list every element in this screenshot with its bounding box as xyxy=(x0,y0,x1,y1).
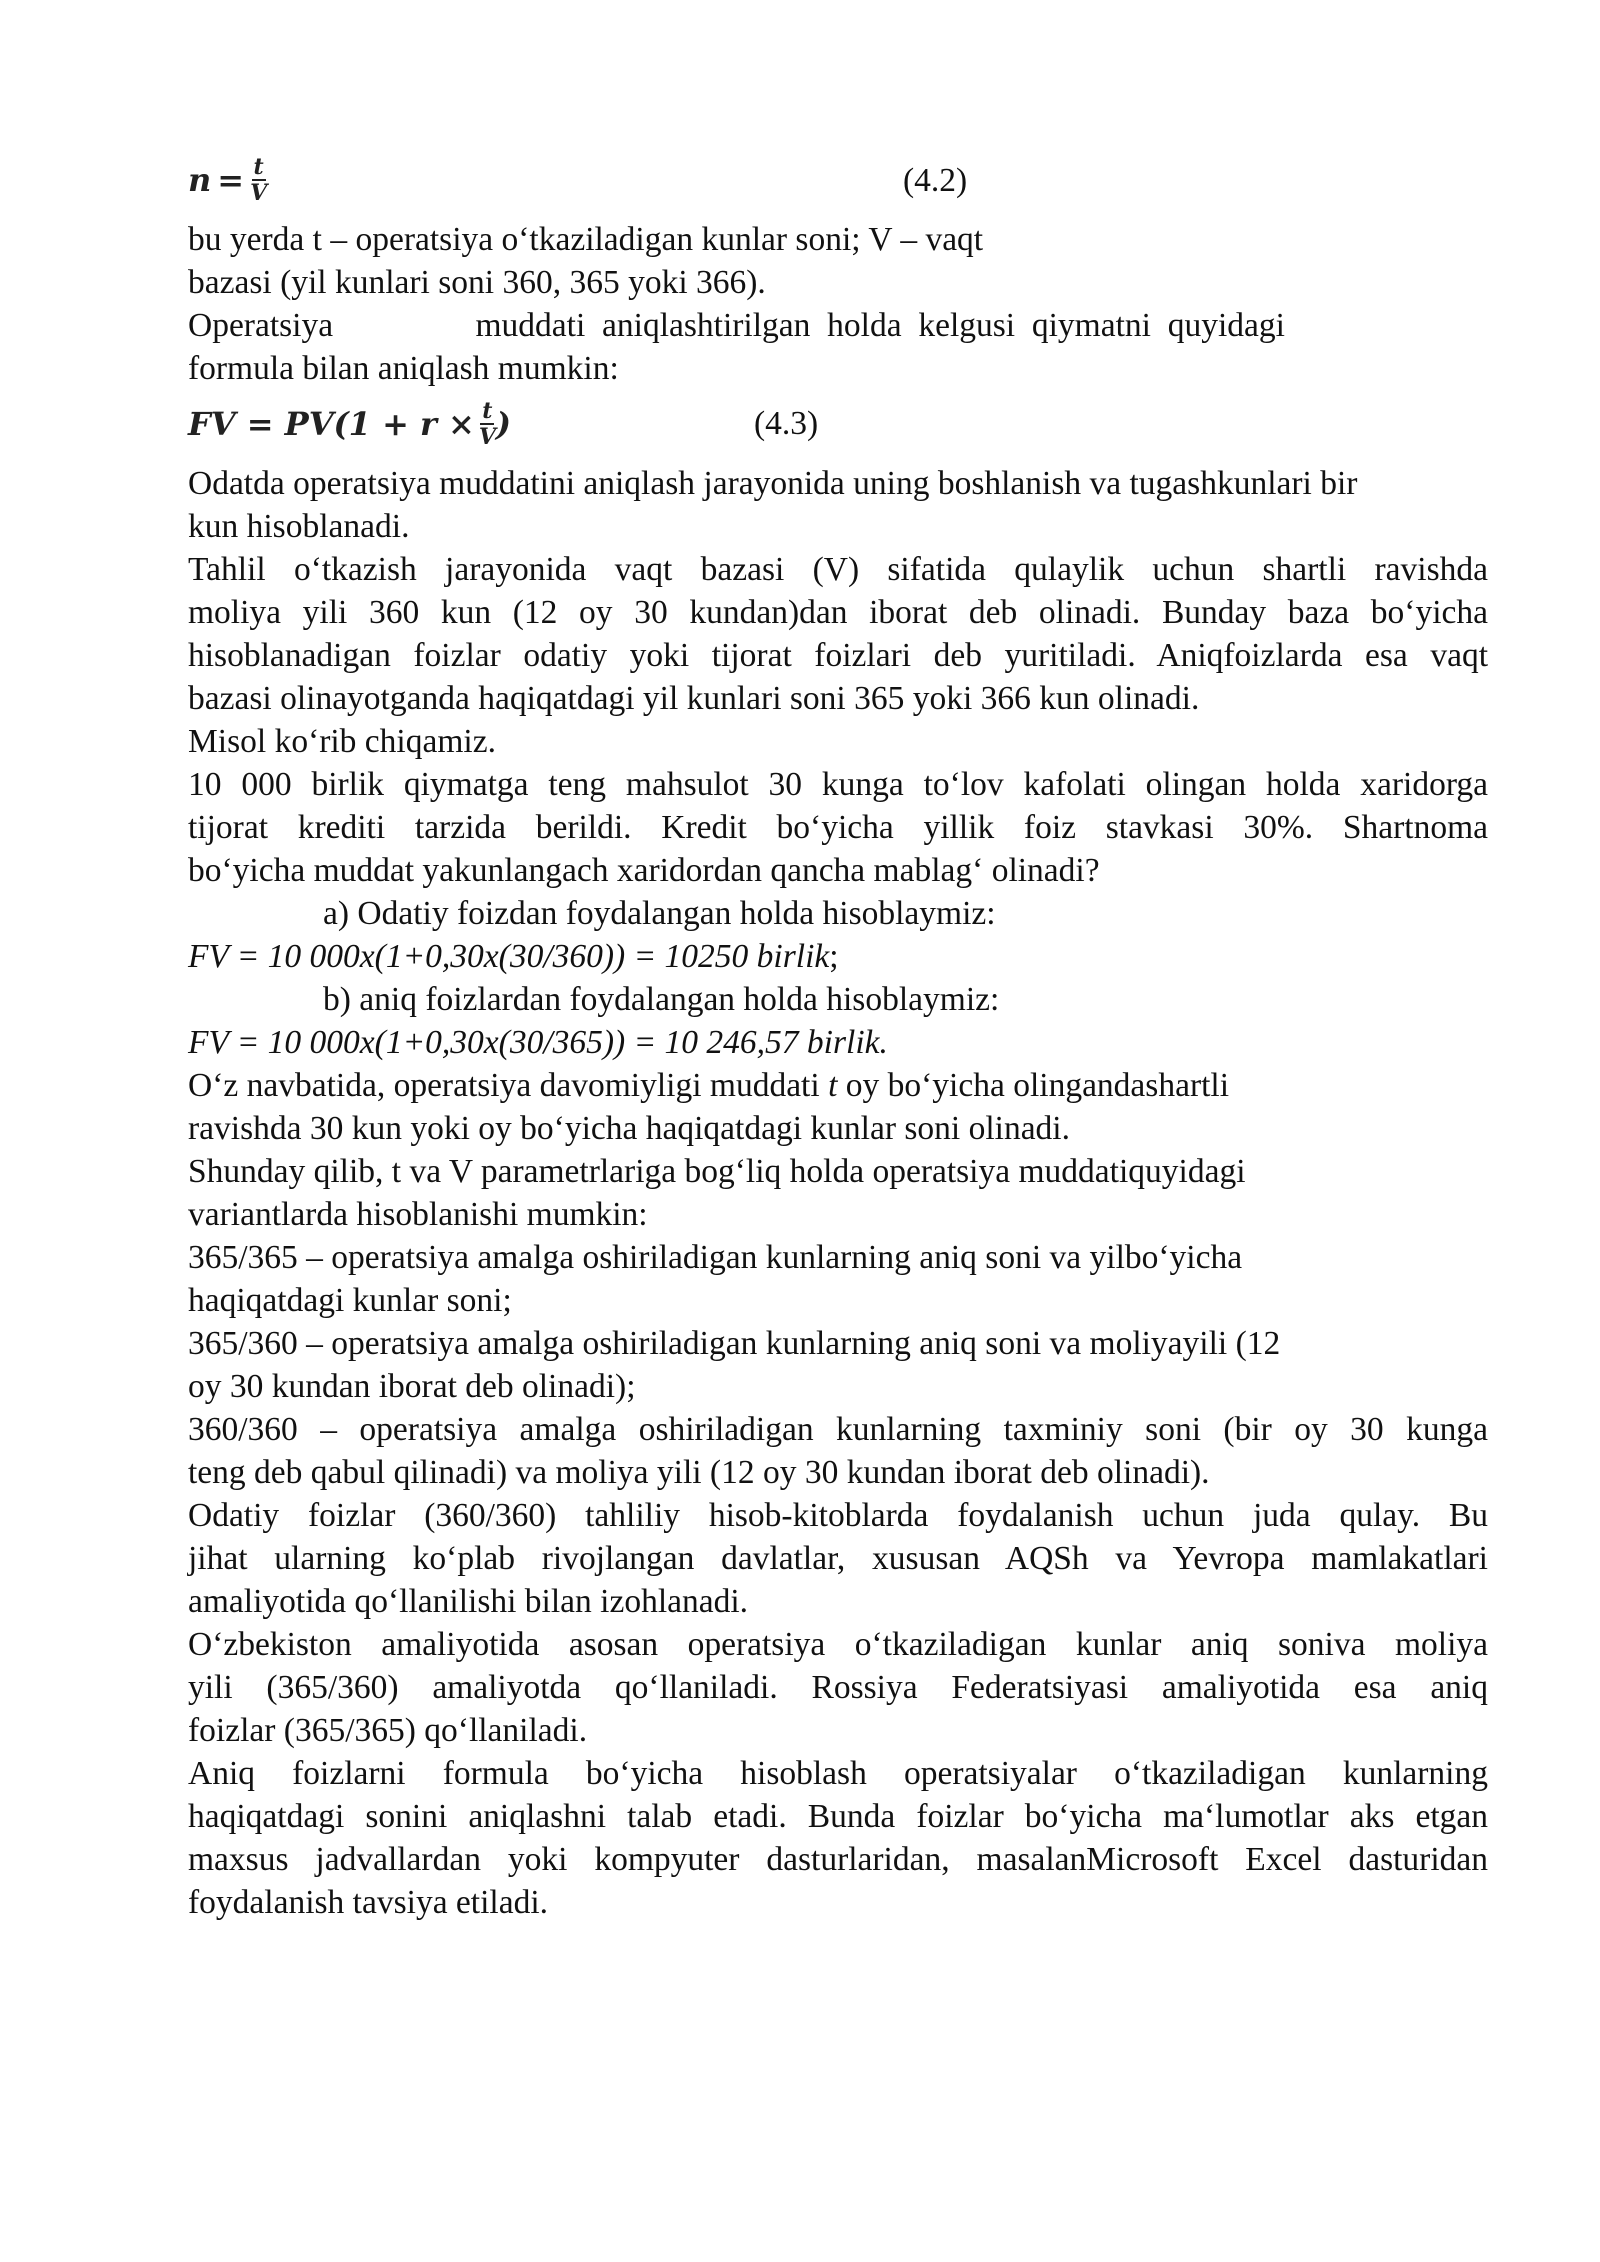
text-line: Misol ko‘rib chiqamiz. xyxy=(188,723,496,760)
text-line: maxsus jadvallardan yoki kompyuter dasturlaridan, masalanMicrosoft Excel dasturidan xyxy=(188,1841,1488,1878)
text-line: bazasi (yil kunlari soni 360, 365 yoki 366). xyxy=(188,264,766,301)
formula-fraction xyxy=(250,155,267,205)
text-line: haqiqatdagi sonini aniqlashni talab etadi. Bunda foizlar bo‘yicha ma‘lumotlar aks etgan xyxy=(188,1798,1488,1835)
text-line: ravishda 30 kun yoki oy bo‘yicha haqiqatdagi kunlar soni olinadi. xyxy=(188,1110,1070,1147)
text-line: hisoblanadigan foizlar odatiy yoki tijorat foizlari deb yuritiladi. Aniqfoizlarda esa vaqt xyxy=(188,637,1488,674)
formula-line xyxy=(188,935,1488,978)
formula-close: ) xyxy=(495,405,512,443)
text-line: moliya yili 360 kun (12 oy 30 kundan)dan iborat deb olinadi. Bunday baza bo‘yicha xyxy=(188,594,1488,631)
text-line: variantlarda hisoblanishi mumkin: xyxy=(188,1196,648,1233)
text-line: a) Odatiy foizdan foydalangan holda hisoblaymiz: xyxy=(323,895,996,932)
text-line: foizlar (365/365) qo‘llaniladi. xyxy=(188,1712,588,1749)
text-line: kun hisoblanadi. xyxy=(188,508,410,545)
formula-line: FV = 10 000x(1+0,30x(30/365)) = 10 246,57 birlik. xyxy=(188,1024,888,1061)
formula-4-2 xyxy=(188,150,267,210)
fraction-numerator: t xyxy=(482,398,493,424)
text-line: formula bilan aniqlash mumkin: xyxy=(188,350,619,387)
text-line: bo‘yicha muddat yakunlangach xaridordan qancha mablag‘ olinadi? xyxy=(188,852,1100,889)
calc-expression: FV = 10 000x(1+0,30x(30/360)) = 10250 birlik xyxy=(188,938,830,975)
text-line: Shunday qilib, t va V parametrlariga bog‘liq holda operatsiya muddatiquyidagi xyxy=(188,1153,1246,1190)
text-line: jihat ularning ko‘plab rivojlangan davlatlar, xususan AQSh va Yevropa mamlakatlari xyxy=(188,1540,1488,1577)
text-line: Odatda operatsiya muddatini aniqlash jarayonida uning boshlanish va tugashkunlari bir xyxy=(188,465,1358,502)
text-line: 10 000 birlik qiymatga teng mahsulot 30 kunga to‘lov kafolati olingan holda xaridorga xyxy=(188,766,1488,803)
text-line: oy 30 kundan iborat deb olinadi); xyxy=(188,1368,636,1405)
text-line: 365/365 – operatsiya amalga oshiriladigan kunlarning aniq soni va yilbo‘yicha xyxy=(188,1239,1243,1276)
fraction-denominator: V xyxy=(478,424,496,450)
text-line xyxy=(188,1064,1488,1107)
text-line: bazasi olinayotganda haqiqatdagi yil kunlari soni 365 yoki 366 kun olinadi. xyxy=(188,680,1200,717)
equation-number: (4.3) xyxy=(754,405,819,442)
text-line: 365/360 – operatsiya amalga oshiriladigan kunlarning aniq soni va moliyayili (12 xyxy=(188,1325,1281,1362)
text-line: b) aniq foizlardan foydalangan holda hisoblaymiz: xyxy=(323,981,1000,1018)
fraction-denominator: V xyxy=(250,180,268,206)
text-line: Odatiy foizlar (360/360) tahliliy hisob-kitoblarda foydalanish uchun juda qulay. Bu xyxy=(188,1497,1488,1534)
text-span-italic: t xyxy=(828,1067,838,1104)
text-line: 360/360 – operatsiya amalga oshiriladigan kunlarning taxminiy soni (bir oy 30 kunga xyxy=(188,1411,1488,1448)
text-line: yili (365/360) amaliyotda qo‘llaniladi. Rossiya Federatsiyasi amaliyotida esa aniq xyxy=(188,1669,1488,1706)
text-line: Operatsiya muddati aniqlashtirilgan holda kelgusi qiymatni quyidagi xyxy=(188,307,1285,344)
text-line: tijorat krediti tarzida berildi. Kredit bo‘yicha yillik foiz stavkasi 30%. Shartnoma xyxy=(188,809,1488,846)
semicolon: ; xyxy=(829,938,839,975)
text-line: teng deb qabul qilinadi) va moliya yili (12 oy 30 kundan iborat deb olinadi). xyxy=(188,1454,1210,1491)
text-span: O‘z navbatida, operatsiya davomiyligi muddati xyxy=(188,1067,829,1104)
formula-eq: = xyxy=(217,161,245,199)
text-line: O‘zbekiston amaliyotida asosan operatsiya o‘tkaziladigan kunlar aniq soniva moliya xyxy=(188,1626,1488,1663)
formula-fraction xyxy=(479,399,496,449)
formula-lhs: FV = PV(1 + r × xyxy=(188,405,475,443)
text-line: bu yerda t – operatsiya o‘tkaziladigan kunlar soni; V – vaqt xyxy=(188,221,984,258)
formula-lhs: n xyxy=(188,161,212,199)
text-line: amaliyotida qo‘llanilishi bilan izohlanadi. xyxy=(188,1583,749,1620)
fraction-numerator: t xyxy=(253,154,264,180)
equation-number: (4.2) xyxy=(903,162,968,199)
text-line: foydalanish tavsiya etiladi. xyxy=(188,1884,549,1921)
text-span: oy bo‘yicha olingandashartli xyxy=(837,1067,1230,1104)
text-line: haqiqatdagi kunlar soni; xyxy=(188,1282,512,1319)
text-line: Aniq foizlarni formula bo‘yicha hisoblash operatsiyalar o‘tkaziladigan kunlarning xyxy=(188,1755,1488,1792)
formula-4-3 xyxy=(188,394,511,454)
text-line: Tahlil o‘tkazish jarayonida vaqt bazasi (V) sifatida qulaylik uchun shartli ravishda xyxy=(188,551,1488,588)
